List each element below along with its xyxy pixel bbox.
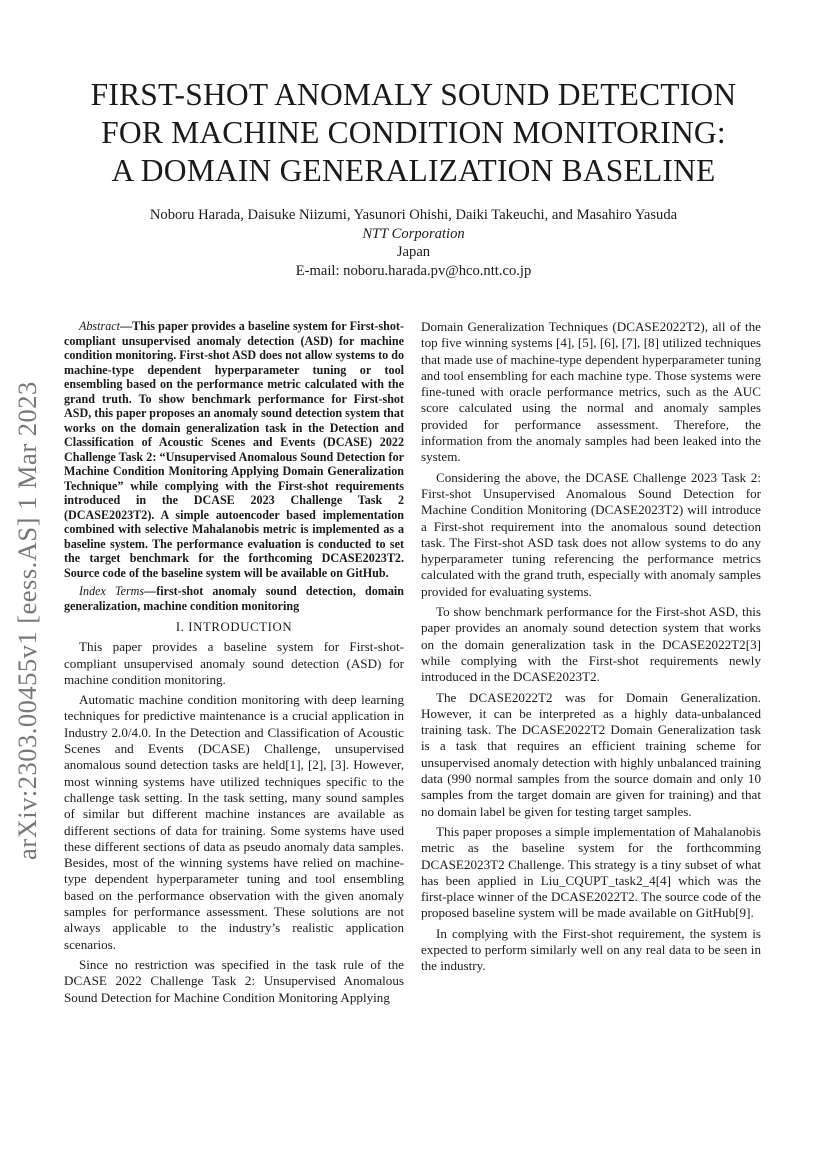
paragraph: The DCASE2022T2 was for Domain Generalization. However, it can be interpreted as a highly data-unbalanced training task. The DCASE2022T2 Domain Generalization task is a task that requires an efficient training scheme for unsupervised anomaly detection with highly unbalanced training data (990 normal samples from the source domain and only 10 samples from the target domain are given for training) and that no domain label be given for testing target samples. [421, 689, 761, 819]
paragraph: In complying with the First-shot requirement, the system is expected to perform similarly well on any real data to be seen in the industry. [421, 925, 761, 974]
abstract-text: —This paper provides a baseline system for First-shot-compliant unsupervised anomaly detection (ASD) for machine condition monitoring. First-shot ASD does not allow systems to do machine-type dependent hyperparameter tuning or tool ensembling based on the performance metric calculated with the grand truth. To show benchmark performance for First-shot ASD, this paper proposes an anomaly sound detection system that works on the domain generalization task in the Detection and Classification of Acoustic Scenes and Events (DCASE) 2022 Challenge Task 2: “Unsupervised Anomalous Sound Detection for Machine Condition Monitoring Applying Domain Generalization Technique” while complying with the First-shot requirements introduced in the DCASE 2023 Challenge Task 2 (DCASE2023T2). A simple autoencoder based implementation combined with selective Mahalanobis metric is implemented as a baseline system. The performance evaluation is conducted to set the target benchmark for the forthcoming DCASE2023T2. Source code of the baseline system will be available on GitHub. [64, 319, 404, 580]
paragraph: This paper provides a baseline system for First-shot-compliant unsupervised anomaly sound detection (ASD) for machine condition monitoring. [64, 639, 404, 687]
right-column [421, 319, 761, 979]
author-names: Noboru Harada, Daisuke Niizumi, Yasunori Ohishi, Daiki Takeuchi, and Masahiro Yasuda [149, 207, 678, 223]
index-terms [64, 584, 404, 613]
paragraph: This paper proposes a simple implementation of Mahalanobis metric as the baseline system for the forthcomming DCASE2023T2 Challenge. This strategy is a tiny subset of what has been applied in Liu_CQUPT_task2_4[4] which was the first-place winner of the DCASE2022T2. The source code of the proposed baseline system will be made available on GitHub[9]. [421, 823, 761, 921]
affiliation: NTT Corporation [362, 225, 465, 242]
paragraph: To show benchmark performance for the First-shot ASD, this paper provides an anomaly sound detection system that works on the domain generalization task in the DCASE2022T2[3] while complying with the First-shot requirements newly introduced in the DCASE2023T2. [421, 604, 761, 685]
abstract [64, 319, 404, 580]
title-line: FIRST-SHOT ANOMALY SOUND DETECTION [90, 77, 737, 112]
abstract-label: Abstract [79, 319, 120, 333]
author-block [40, 206, 787, 280]
paragraph-continuation: Domain Generalization Techniques (DCASE2022T2), all of the top five winning systems [4], [5], [6], [7], [8] utilized techniques that made use of machine-type dependent hyperparameter tuning and tool ensembling for each machine type. Those systems were fine-tuned with oracle performance metrics, such as the AUC score calculated using the normal and anomaly samples provided for performance assessment. Therefore, the information from the anomaly samples had been leaked into the system. [421, 319, 761, 465]
paragraph: Since no restriction was specified in the task rule of the DCASE 2022 Challenge Task 2: Unsupervised Anomalous Sound Detection for Machine Condition Monitoring Applying [64, 956, 404, 1005]
email: E-mail: noboru.harada.pv@hco.ntt.co.jp [295, 262, 532, 279]
index-terms-text: —first-shot anomaly sound detection, domain generalization, machine condition monitoring [64, 584, 404, 613]
paragraph: Considering the above, the DCASE Challenge 2023 Task 2: First-shot Unsupervised Anomalous Sound Detection for Machine Condition Monitoring (DCASE2023T2) will introduce a First-shot requirement into the anomalous sound detection task. The First-shot ASD task does not allow systems to do any hyperparameter tuning referencing the performance metrics calculated with the grand truth, especially with anomaly samples provided for evaluating systems. [421, 469, 761, 599]
title-line: FOR MACHINE CONDITION MONITORING: [101, 115, 726, 150]
paragraph: Automatic machine condition monitoring with deep learning techniques for predictive maintenance is a crucial application in Industry 2.0/4.0. In the Detection and Classification of Acoustic Scenes and Events (DCASE) Challenge, unsupervised anomalous sound detection tasks are held[1], [2], [3]. However, most winning systems have utilized techniques specific to the challenge task setting. In the task setting, many sound samples of similar but different machine instances are available as different sections of data for training. Some systems have used these different sections of data as pseudo anomaly data samples. Besides, most of the winning systems have relied on machine-type dependent hyperparameter tuning and tool ensembling based on the performance observation with the given anomaly samples for performance assessment. These solutions are not always applicable to the industry’s realistic application scenarios. [64, 692, 404, 952]
index-terms-label: Index Terms [79, 584, 145, 598]
paper-title [40, 76, 787, 190]
title-line: A DOMAIN GENERALIZATION BASELINE [111, 153, 716, 188]
country: Japan [396, 244, 431, 260]
left-column [64, 319, 404, 1010]
section-heading: I. INTRODUCTION [175, 620, 293, 634]
arxiv-identifier: arXiv:2303.00455v1 [eess.AS] 1 Mar 2023 [12, 381, 42, 860]
